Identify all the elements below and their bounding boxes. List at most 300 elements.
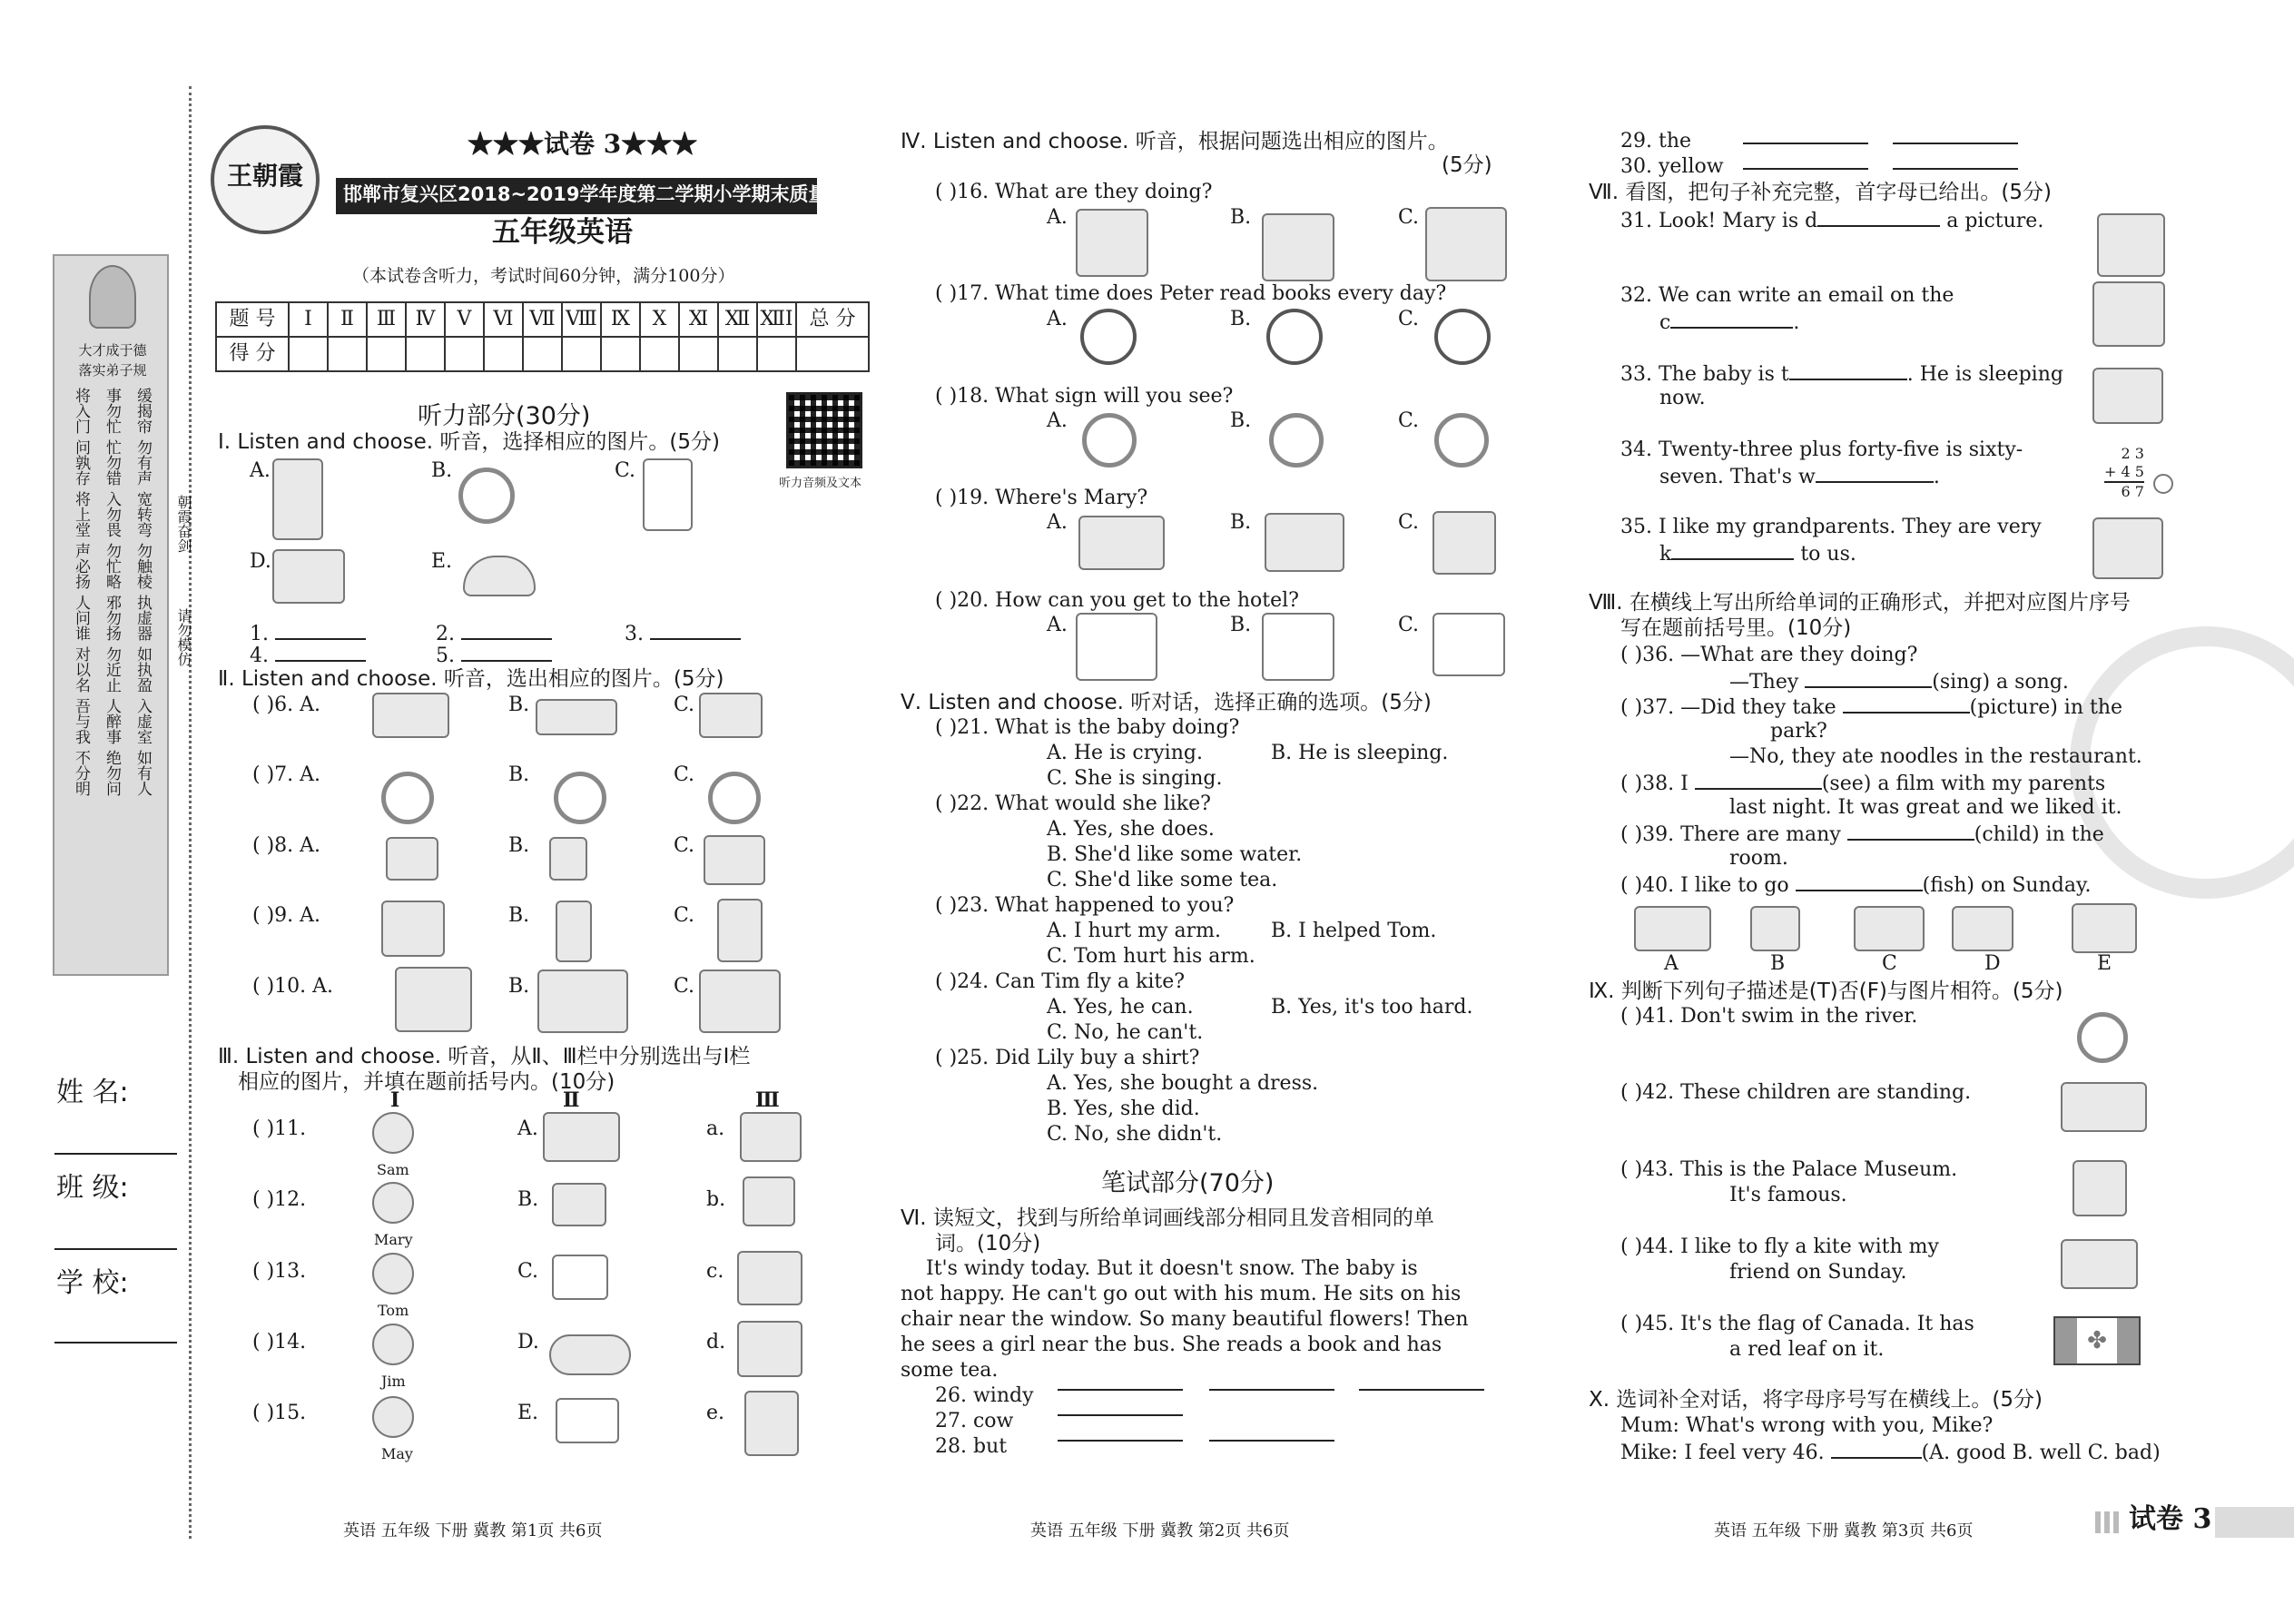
word-label: 28. but (935, 1435, 1008, 1458)
question-36-blank[interactable] (1729, 668, 2069, 695)
section-8-title-line1: Ⅷ. 在横线上写出所给单词的正确形式，并把对应图片序号 (1589, 591, 2131, 615)
hamburger-picture-icon (536, 699, 617, 735)
listening-heading: 听力部分(30分) (418, 402, 591, 430)
tree-house-picture-icon (744, 1391, 799, 1456)
question-36[interactable]: ( )36. —What are they doing? (1620, 644, 1918, 666)
question-40[interactable] (1620, 871, 2091, 899)
word-29: 29. the (1620, 130, 1692, 153)
word-label: 26. windy (935, 1384, 1034, 1407)
no-drinking-sign-icon (1269, 413, 1324, 468)
name-label: 姓 名: (56, 1077, 129, 1108)
section-3-title-line2: 相应的图片，并填在题前括号内。(10分) (238, 1070, 615, 1094)
question-32-blank[interactable]: c . (1659, 309, 1799, 336)
score-cell[interactable] (367, 337, 406, 371)
decorative-stripe-icon (2095, 1511, 2122, 1533)
no-swimming-sign-icon (1434, 413, 1489, 468)
option-a: A. (1047, 206, 1068, 229)
score-col: Ⅶ (523, 302, 562, 337)
question-text: . He is sleeping (1906, 363, 2063, 386)
question-text: ( )40. I like to go (1620, 874, 1789, 897)
motto-sidebar (53, 254, 169, 976)
question-31[interactable] (1620, 207, 2043, 234)
motto: 声必扬 (72, 543, 90, 589)
score-table (215, 301, 870, 372)
answer-22b[interactable]: B. She'd like some water. (1047, 843, 1303, 866)
question-text: (sing) a song. (1932, 671, 2069, 694)
option-d: D. (517, 1331, 539, 1353)
avatar-name: May (381, 1445, 413, 1462)
question-text: 33. The baby is t (1620, 363, 1789, 386)
option-c: C. (674, 763, 695, 786)
computer-picture-icon (740, 1112, 802, 1162)
avatar-name: Jim (381, 1373, 406, 1390)
word-26[interactable] (935, 1383, 1034, 1409)
question-13[interactable]: ( )13. (252, 1260, 307, 1283)
question-text: (fish) on Sunday. (1922, 874, 2092, 897)
motto: 缓揭帘 (133, 388, 152, 434)
motto: 勿近止 (103, 646, 121, 693)
motto: 问孰存 (72, 439, 90, 486)
route-map-b-picture-icon (1262, 613, 1334, 681)
page-footer-3: 英语 五年级 下册 冀教 第3页 共6页 (1714, 1521, 1974, 1540)
word-28[interactable] (935, 1434, 1007, 1460)
score-cell[interactable] (562, 337, 601, 371)
section-3-title-line1: Ⅲ. Listen and choose. 听音，从Ⅱ、Ⅲ栏中分别选出与Ⅰ栏 (218, 1045, 751, 1068)
question-44-cont: friend on Sunday. (1729, 1261, 1907, 1284)
option-b: B. (1230, 409, 1252, 432)
motto: 勿触棱 (133, 543, 152, 589)
word-label: 27. cow (935, 1410, 1014, 1432)
question-34-blank[interactable]: seven. That's w . (1659, 463, 1940, 490)
score-cell[interactable] (289, 337, 328, 371)
option-c: C. (1398, 308, 1420, 330)
option-c: C. (615, 459, 636, 482)
picture-label: B (1770, 952, 1786, 975)
blank-label: 1. (250, 623, 269, 645)
option-c: C. (1398, 511, 1420, 534)
option-a: A. (1047, 511, 1068, 534)
option-a-lower: a. (706, 1117, 725, 1140)
section-9-title: Ⅸ. 判断下列句子描述是(T)否(F)与图片相符。(5分) (1589, 979, 2063, 1003)
avatar-mary-icon (372, 1182, 414, 1224)
motto: 勿有声 (133, 439, 152, 486)
alarm-clock-icon (1434, 309, 1491, 365)
dialogue-line-1: Mum: What's wrong with you, Mike? (1620, 1414, 1994, 1437)
option-b: B. (508, 694, 530, 716)
option-b: B. (1230, 206, 1252, 229)
answer-line[interactable] (1893, 143, 2018, 144)
no-bicycle-sign-icon (2077, 1012, 2128, 1063)
answer-25b[interactable]: B. Yes, she did. (1047, 1097, 1200, 1120)
shopping-picture-icon (1262, 213, 1334, 281)
publisher-logo (211, 125, 320, 234)
answer-25a[interactable]: A. Yes, she bought a dress. (1047, 1072, 1319, 1095)
math-sum (2104, 445, 2144, 501)
question-12[interactable]: ( )12. (252, 1188, 307, 1211)
answer-line[interactable] (1893, 168, 2018, 170)
question-37[interactable] (1620, 694, 2122, 721)
score-cell[interactable] (718, 337, 757, 371)
question-34: 34. Twenty-three plus forty-five is sixty- (1620, 438, 2023, 461)
scholar-figure-icon (89, 265, 136, 329)
score-cell[interactable] (757, 337, 796, 371)
section-6-title-line1: Ⅵ. 读短文，找到与所给单词画线部分相同且发音相同的单 (901, 1206, 1434, 1230)
score-col: Ⅱ (328, 302, 367, 337)
question-6[interactable]: ( )6. A. (252, 694, 321, 716)
sidebar-caption-2: 落实弟子规 (78, 362, 147, 379)
question-text: (child) in the (1974, 823, 2104, 846)
children-playing-picture-icon (699, 969, 781, 1033)
question-8[interactable]: ( )8. A. (252, 834, 321, 857)
option-d-lower: d. (706, 1331, 726, 1353)
girl-drawing-picture-icon (2097, 213, 2165, 277)
question-22[interactable]: ( )22. What would she like? (935, 792, 1211, 815)
question-text: k (1659, 543, 1672, 566)
score-cell[interactable] (406, 337, 445, 371)
motto: 入虚室 (133, 698, 152, 744)
answer-line[interactable] (1359, 1389, 1484, 1391)
score-col: ⅫⅠ (757, 302, 796, 337)
option-c-lower: c. (706, 1260, 724, 1283)
motto: 如执盈 (133, 646, 152, 693)
alarm-clock-icon (1266, 309, 1323, 365)
score-cell[interactable] (679, 337, 718, 371)
children-singing-picture-icon (1750, 906, 1800, 951)
answer-22c[interactable]: C. She'd like some tea. (1047, 869, 1278, 891)
question-33-cont: now. (1659, 387, 1706, 409)
avatar-tom-icon (372, 1253, 414, 1294)
candy-picture-icon (699, 693, 763, 738)
side-text-2: 请勿模仿 (175, 608, 192, 666)
postcard-picture-icon (549, 837, 587, 881)
page-footer-1: 英语 五年级 下册 冀教 第1页 共6页 (343, 1521, 603, 1540)
answer-line[interactable] (1058, 1389, 1183, 1391)
paper-tag: 试卷 3 (2129, 1503, 2212, 1535)
option-c: C. (1398, 409, 1420, 432)
section-2-title: Ⅱ. Listen and choose. 听音，选出相应的图片。(5分) (218, 667, 724, 691)
question-10[interactable]: ( )10. A. (252, 975, 334, 998)
option-c: C. (674, 834, 695, 857)
school-label: 学 校: (56, 1267, 129, 1299)
passage-line: chair near the window. So many beautiful flowers! Then (901, 1308, 1469, 1331)
score-cell[interactable] (523, 337, 562, 371)
blank-label: 5. (436, 645, 455, 667)
no-straight-sign-icon (554, 772, 606, 824)
children-room-picture-icon (1952, 906, 2013, 951)
blank-label: 2. (436, 623, 455, 645)
question-41[interactable]: ( )41. Don't swim in the river. (1620, 1005, 1918, 1028)
answer-22a[interactable]: A. Yes, she does. (1047, 818, 1215, 841)
question-9[interactable]: ( )9. A. (252, 904, 321, 927)
girl-picture-icon (272, 458, 323, 540)
passage-line: he sees a girl near the bus. She reads a book and has (901, 1334, 1442, 1356)
option-b: B. (508, 904, 530, 927)
question-16[interactable]: ( )16. What are they doing? (935, 181, 1213, 203)
question-43[interactable]: ( )43. This is the Palace Museum. (1620, 1158, 1958, 1181)
name-field[interactable] (54, 1153, 177, 1155)
score-col: Ⅵ (484, 302, 523, 337)
answer-23b[interactable]: B. I helped Tom. (1271, 920, 1437, 942)
score-cell[interactable] (796, 337, 869, 371)
avatar-name: Tom (378, 1302, 409, 1319)
score-header-label: 题 号 (216, 302, 289, 337)
answer-25c[interactable]: C. No, she didn't. (1047, 1123, 1223, 1146)
option-b: B. (1230, 614, 1252, 636)
score-cell[interactable] (328, 337, 367, 371)
question-text: ( )39. There are many (1620, 823, 1841, 846)
option-b: B. (431, 459, 453, 482)
question-25[interactable]: ( )25. Did Lily buy a shirt? (935, 1047, 1200, 1069)
option-c: C. (674, 975, 695, 998)
column-head-1: Ⅰ (390, 1088, 400, 1112)
option-b: B. (508, 834, 530, 857)
passage-line: not happy. He can't go out with his mum. He sits on his (901, 1283, 1462, 1305)
answer-24a[interactable]: A. Yes, he can. (1047, 996, 1194, 1019)
canada-flag-icon: ✤ (2053, 1316, 2141, 1365)
score-col: Ⅷ (562, 302, 601, 337)
question-20[interactable]: ( )20. How can you get to the hotel? (935, 589, 1299, 612)
avatar-jim-icon (372, 1324, 414, 1365)
question-35-blank[interactable] (1659, 540, 1856, 567)
question-32: 32. We can write an email on the (1620, 284, 1954, 307)
score-total-label: 总 分 (796, 302, 869, 337)
question-33[interactable] (1620, 360, 2063, 388)
children-dancing-picture-icon (537, 969, 628, 1033)
question-11[interactable]: ( )11. (252, 1117, 307, 1140)
motto: 绝勿问 (103, 750, 121, 796)
question-text: —They (1729, 671, 1799, 694)
page-footer-2: 英语 五年级 下册 冀教 第2页 共6页 (1030, 1521, 1290, 1540)
letter-picture-icon (643, 458, 693, 531)
alarm-clock-icon (1080, 309, 1137, 365)
question-18[interactable]: ( )18. What sign will you see? (935, 385, 1234, 408)
answer-23a[interactable]: A. I hurt my arm. (1047, 920, 1222, 942)
answer-23c[interactable]: C. Tom hurt his arm. (1047, 945, 1255, 968)
option-c: C. (1398, 614, 1420, 636)
score-col: Ⅹ (640, 302, 679, 337)
option-b: B. (1230, 308, 1252, 330)
option-c: C. (517, 1260, 539, 1283)
option-a: A. (1047, 409, 1068, 432)
motto: 宽转弯 (133, 491, 152, 537)
question-39[interactable] (1620, 821, 2104, 848)
question-35: 35. I like my grandparents. They are very (1620, 516, 2042, 538)
motto: 忙勿错 (103, 439, 121, 486)
motto: 邪勿扬 (103, 595, 121, 641)
avatar-name: Mary (374, 1231, 413, 1248)
milk-carton-picture-icon (552, 1183, 606, 1226)
class-label: 班 级: (56, 1172, 129, 1204)
avatar-name: Sam (377, 1161, 409, 1178)
question-37-reply: —No, they ate noodles in the restaurant. (1729, 745, 2142, 768)
question-45-cont: a red leaf on it. (1729, 1338, 1885, 1361)
question-7[interactable]: ( )7. A. (252, 763, 321, 786)
answer-line[interactable] (1058, 1440, 1183, 1442)
newspaper-picture-icon (386, 837, 438, 881)
score-cell[interactable] (640, 337, 679, 371)
score-col: Ⅻ (718, 302, 757, 337)
section-4-points: (5分) (1442, 153, 1492, 177)
question-text: (picture) in the (1969, 696, 2123, 719)
option-c: C. (674, 904, 695, 927)
grandparents-picture-icon (2092, 517, 2163, 579)
postcard-picture-icon (552, 1255, 608, 1300)
question-21[interactable]: ( )21. What is the baby doing? (935, 716, 1240, 739)
house-picture-icon (737, 1251, 802, 1305)
question-43-cont: It's famous. (1729, 1184, 1847, 1206)
option-e: E. (517, 1402, 539, 1424)
answer-line[interactable] (1209, 1440, 1334, 1442)
question-text: (see) a film with my parents (1821, 773, 2106, 795)
blank-5[interactable] (436, 642, 552, 669)
dialogue-line-2[interactable] (1620, 1439, 2161, 1466)
no-right-turn-sign-icon (708, 772, 761, 824)
no-left-turn-sign-icon (381, 772, 434, 824)
question-17[interactable]: ( )17. What time does Peter read books every day? (935, 282, 1447, 305)
question-45[interactable]: ( )45. It's the flag of Canada. It has (1620, 1313, 1974, 1335)
answer-21c[interactable]: C. She is singing. (1047, 767, 1223, 790)
question-37-cont: park? (1770, 720, 1827, 743)
option-e-lower: e. (706, 1402, 725, 1424)
picture-label: A (1664, 952, 1679, 975)
reading-boy-picture-icon (1076, 209, 1148, 277)
section-5-title: Ⅴ. Listen and choose. 听对话，选择正确的选项。(5分) (901, 691, 1432, 714)
no-bicycle-sign-icon (1082, 413, 1137, 468)
section-4-title: Ⅳ. Listen and choose. 听音，根据问题选出相应的图片。 (901, 130, 1449, 153)
question-19[interactable]: ( )19. Where's Mary? (935, 487, 1148, 509)
question-text: 31. Look! Mary is d (1620, 210, 1818, 232)
dialogue-text: Mike: I feel very 46. (1620, 1442, 1825, 1464)
blank-label: 3. (625, 623, 644, 645)
question-15[interactable]: ( )15. (252, 1402, 307, 1424)
avatar-may-icon (372, 1396, 414, 1438)
question-14[interactable]: ( )14. (252, 1331, 307, 1353)
score-row-label: 得 分 (216, 337, 289, 371)
route-map-c-picture-icon (1433, 613, 1505, 676)
score-col: Ⅰ (289, 302, 328, 337)
motto: 将入门 (72, 388, 90, 434)
option-c: C. (1398, 206, 1420, 229)
motto: 勿忙略 (103, 543, 121, 589)
option-b: B. (517, 1188, 539, 1211)
section-1-title: Ⅰ. Listen and choose. 听音，选择相应的图片。(5分) (218, 430, 720, 454)
passage-line: some tea. (901, 1359, 999, 1382)
question-text: ( )37. —Did they take (1620, 696, 1836, 719)
score-cell[interactable] (445, 337, 484, 371)
computer-picture-icon (2092, 281, 2165, 347)
answer-24b[interactable]: B. Yes, it's too hard. (1271, 996, 1473, 1019)
answer-line[interactable] (1209, 1389, 1334, 1391)
cinema-picture-icon (2072, 903, 2137, 953)
score-cell[interactable] (601, 337, 640, 371)
cinema-building-picture-icon (1078, 516, 1165, 570)
score-col: Ⅺ (679, 302, 718, 337)
option-b-lower: b. (706, 1188, 726, 1211)
score-cell[interactable] (484, 337, 523, 371)
qr-code-icon[interactable] (786, 392, 862, 468)
landscape-picture-icon (743, 1176, 795, 1226)
answer-21a[interactable]: A. He is crying. (1047, 742, 1203, 764)
score-col: Ⅴ (445, 302, 484, 337)
cross-circle-icon (2153, 474, 2173, 494)
question-text: a picture. (1946, 210, 2044, 232)
children-sitting-picture-icon (2061, 1082, 2147, 1132)
class-field[interactable] (54, 1248, 177, 1250)
question-text: ( )38. I (1620, 773, 1689, 795)
girl-waving-picture-icon (556, 901, 592, 962)
binding-dotted-line (189, 86, 192, 1539)
question-42[interactable]: ( )42. These children are standing. (1620, 1081, 1972, 1104)
option-a: A. (517, 1117, 538, 1140)
shop-building-picture-icon (1265, 513, 1344, 572)
score-col: Ⅸ (601, 302, 640, 337)
question-38[interactable] (1620, 770, 2105, 797)
answer-line[interactable] (1058, 1414, 1183, 1416)
exam-notes: （本试卷含听力，考试时间60分钟，满分100分） (352, 266, 735, 286)
blank-4[interactable] (250, 642, 366, 669)
computer-picture-icon (704, 835, 765, 885)
answer-24c[interactable]: C. No, he can't. (1047, 1021, 1204, 1044)
car-picture-icon (549, 1334, 631, 1375)
option-a: A. (1047, 308, 1068, 330)
math-line: 2 3 (2121, 445, 2144, 462)
option-a: A. (250, 459, 271, 482)
motto: 吾与我 (72, 698, 90, 744)
motto: 入勿畏 (103, 491, 121, 537)
answer-line[interactable] (1743, 143, 1868, 144)
motto: 如有人 (133, 750, 152, 796)
column-head-2: Ⅱ (563, 1088, 580, 1112)
children-group-picture-icon (395, 967, 472, 1032)
score-col: Ⅳ (406, 302, 445, 337)
section-7-title: Ⅶ. 看图，把句子补充完整，首字母已给出。(5分) (1589, 181, 2052, 204)
christmas-tree-picture-icon (1425, 207, 1507, 281)
option-d: D. (250, 550, 271, 573)
section-6-title-line2: 词。(10分) (935, 1232, 1041, 1255)
teapot-picture-icon (463, 556, 536, 596)
option-a: A. (1047, 614, 1068, 636)
column-head-3: Ⅲ (755, 1088, 780, 1112)
motto: 人问谁 (72, 595, 90, 641)
word-27[interactable] (935, 1409, 1013, 1434)
question-39-cont: room. (1729, 847, 1788, 870)
motto: 执虚器 (133, 595, 152, 641)
avatar-sam-icon (372, 1112, 414, 1154)
picture-label: C (1882, 952, 1897, 975)
answer-21b[interactable]: B. He is sleeping. (1271, 742, 1449, 764)
score-col: Ⅲ (367, 302, 406, 337)
exam-title: 邯郸市复兴区2018~2019学年度第二学期小学期末质量检测试卷 (343, 183, 904, 205)
girl-on-phone-picture-icon (381, 901, 445, 957)
blank-3[interactable] (625, 620, 741, 647)
school-field[interactable] (54, 1342, 177, 1343)
logo-text: 王朝霞 (226, 161, 303, 191)
section-10-title: Ⅹ. 选词补全对话，将字母序号写在横线上。(5分) (1589, 1388, 2043, 1412)
motto: 不分明 (72, 750, 90, 796)
question-44[interactable]: ( )44. I like to fly a kite with my (1620, 1235, 1939, 1258)
fishing-picture-icon (1854, 906, 1925, 951)
question-24[interactable]: ( )24. Can Tim fly a kite? (935, 970, 1186, 993)
word-30: 30. yellow (1620, 155, 1724, 178)
boy-falling-picture-icon (272, 549, 345, 604)
people-picture-icon (543, 1112, 620, 1162)
fruit-picture-icon (372, 693, 449, 738)
answer-line[interactable] (1743, 168, 1868, 170)
subject-title: 五年级英语 (492, 216, 633, 249)
boy-running-picture-icon (717, 899, 763, 962)
written-heading: 笔试部分(70分) (1101, 1169, 1275, 1197)
question-23[interactable]: ( )23. What happened to you? (935, 894, 1235, 917)
